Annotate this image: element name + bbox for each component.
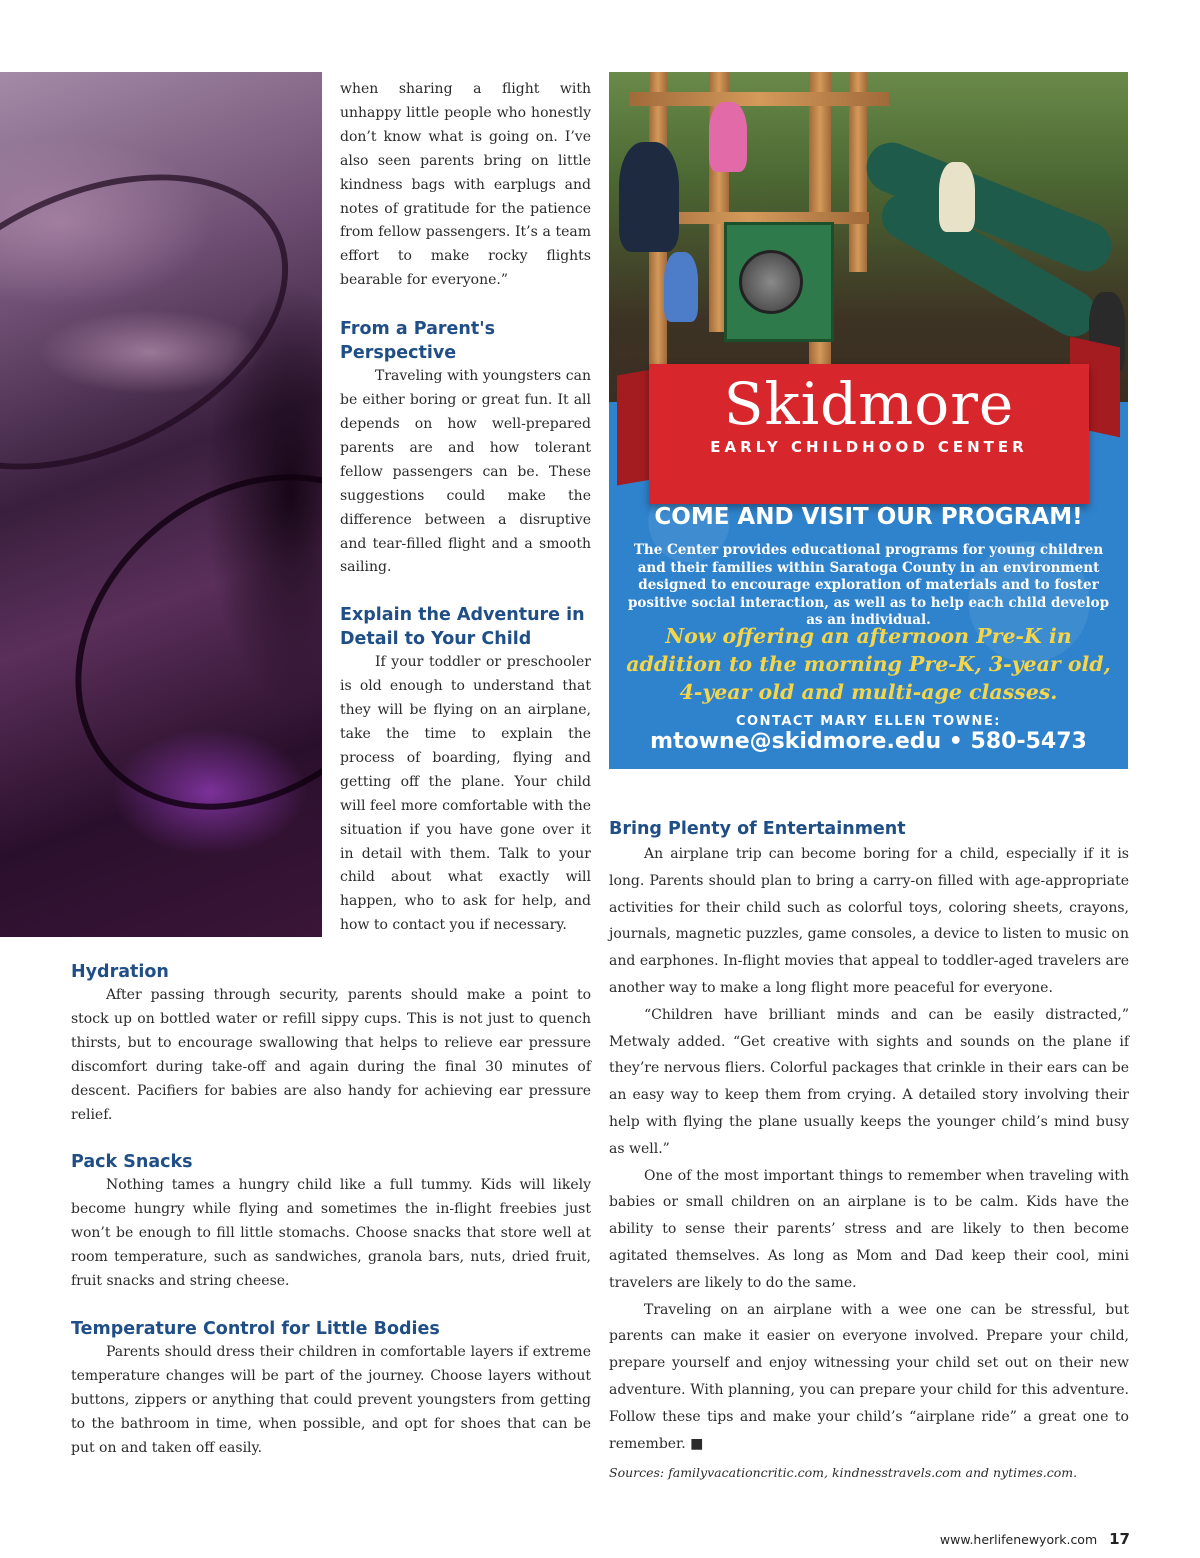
page-footer (860, 1530, 1130, 1548)
ad-title: Skidmore (723, 370, 1015, 438)
heading-hydration: Hydration (71, 962, 169, 982)
parents-perspective-text: Traveling with youngsters can be either boring or great fun. It all depends on how well-prepared parents are and how tolerant fellow passengers can be. These suggestions could make the difference between a disruptive and tear-filled flight and a smooth sailing. (340, 368, 591, 576)
ad-visit-heading: COME AND VISIT OUR PROGRAM! (654, 504, 1083, 530)
footer-website[interactable]: www.herlifenewyork.com (939, 1532, 1098, 1547)
ad-contact-info[interactable]: mtowne@skidmore.edu • 580-5473 (650, 729, 1087, 754)
ad-contact-label: CONTACT MARY ELLEN TOWNE: (735, 714, 1001, 729)
leather-seat-photo (0, 72, 322, 937)
right-column (609, 817, 1129, 1457)
hydration-text: After passing through security, parents should make a point to stock up on bottled water or refill sippy cups. This is not just to quench thirsts, but to encourage swallowing that helps to relieve ear pressure discomfort during take-off and again during the final 30 minutes of descent. Pacifiers for babies are also handy for achieving ear pressure relief. (71, 987, 591, 1123)
middle-column (340, 78, 591, 938)
intro-paragraph-end: when sharing a flight with unhappy little people who honestly don’t know what is going on. I’ve also seen parents bring on little kindness bags with earplugs and notes of gratitude for the patience from fellow passengers. It’s a team effort to make rocky flights bearable for everyone.” (340, 81, 591, 289)
heading-explain-adventure: Explain the Adventure in Detail to Your Child (340, 605, 585, 650)
temperature-control-text: Parents should dress their children in comfortable layers if extreme temperature changes will be part of the journey. Choose layers without buttons, zippers or anything that could prevent youngsters from getting to the bathroom in time, when possible, and opt for shoes that can be put on and taken off easily. (71, 1343, 591, 1456)
entertainment-paragraph-2: “Children have brilliant minds and can be easily distracted,” Metwaly added. “Get creative with sights and sounds on the plane if they’re nervous fliers. Colorful packages that crinkle in their ears can be an easy way to keep them from crying. A detailed story involving their help with flying the plane usually keeps the younger child’s mind busy as well.” (609, 1006, 1129, 1157)
entertainment-paragraph-3: One of the most important things to remember when traveling with babies or small children on an airplane is to be calm. Kids have the ability to sense their parents’ stress and are likely to then become agitated themselves. As long as Mom and Dad keep their cool, mini travelers are likely to do the same. (609, 1167, 1129, 1291)
heading-bring-entertainment: Bring Plenty of Entertainment (609, 819, 906, 839)
heading-parents-perspective: From a Parent's Perspective (340, 319, 495, 364)
entertainment-paragraph-1: An airplane trip can become boring for a child, especially if it is long. Parents should plan to bring a carry-on filled with age-appropriate activities for their child such as colorful toys, coloring sheets, crayons, journals, magnetic puzzles, game consoles, a device to listen to music on and earphones. In-flight movies that appeal to toddler-aged travelers are another way to make a long flight more peaceful for everyone. (609, 846, 1129, 996)
pack-snacks-text: Nothing tames a hungry child like a full tummy. Kids will likely become hungry while flying and sometimes the in-flight freebies just won’t be enough to fill little stomachs. Choose snacks that store well at room temperature, such as sandwiches, granola bars, nuts, dried fruit, fruit snacks and string cheese. (71, 1177, 591, 1290)
ad-description: The Center provides educational programs for young children and their families within Saratoga County in an environment designed to encourage exploration of materials and to foster positive social interaction, as well as to help each child develop as an individual. (627, 542, 1110, 628)
entertainment-paragraph-4: Traveling on an airplane with a wee one can be stressful, but parents can make it easier on everyone involved. Prepare your child, prepare yourself and enjoy witnessing your child set out on their new adventure. With planning, you can prepare your child for this adventure. Follow these tips and make your child’s “airplane ride” a great one to remember. ■ (609, 1301, 1129, 1452)
ad-offer: Now offering an afternoon Pre-K in addition to the morning Pre-K, 3-year old, 4-year old and multi-age classes. (626, 624, 1111, 704)
playground-photo (609, 72, 1128, 402)
left-column (71, 960, 591, 1461)
page-number: 17 (1109, 1530, 1130, 1548)
heading-pack-snacks: Pack Snacks (71, 1152, 193, 1173)
skidmore-advertisement (609, 72, 1128, 769)
sources-note: Sources: familyvacationcritic.com, kindnesstravels.com and nytimes.com. (609, 1465, 1078, 1480)
explain-adventure-text: If your toddler or preschooler is old enough to understand that they will be flying on an airplane, take the time to explain the process of boarding, flying and getting off the plane. Your child will feel more comfortable with the situation if you have gone over it in detail with them. Talk to your child about what exactly will happen, who to ask for help, and how to contact you if necessary. (340, 654, 591, 934)
ad-subtitle: EARLY CHILDHOOD CENTER (710, 438, 1028, 456)
heading-temperature-control: Temperature Control for Little Bodies (71, 1318, 440, 1339)
